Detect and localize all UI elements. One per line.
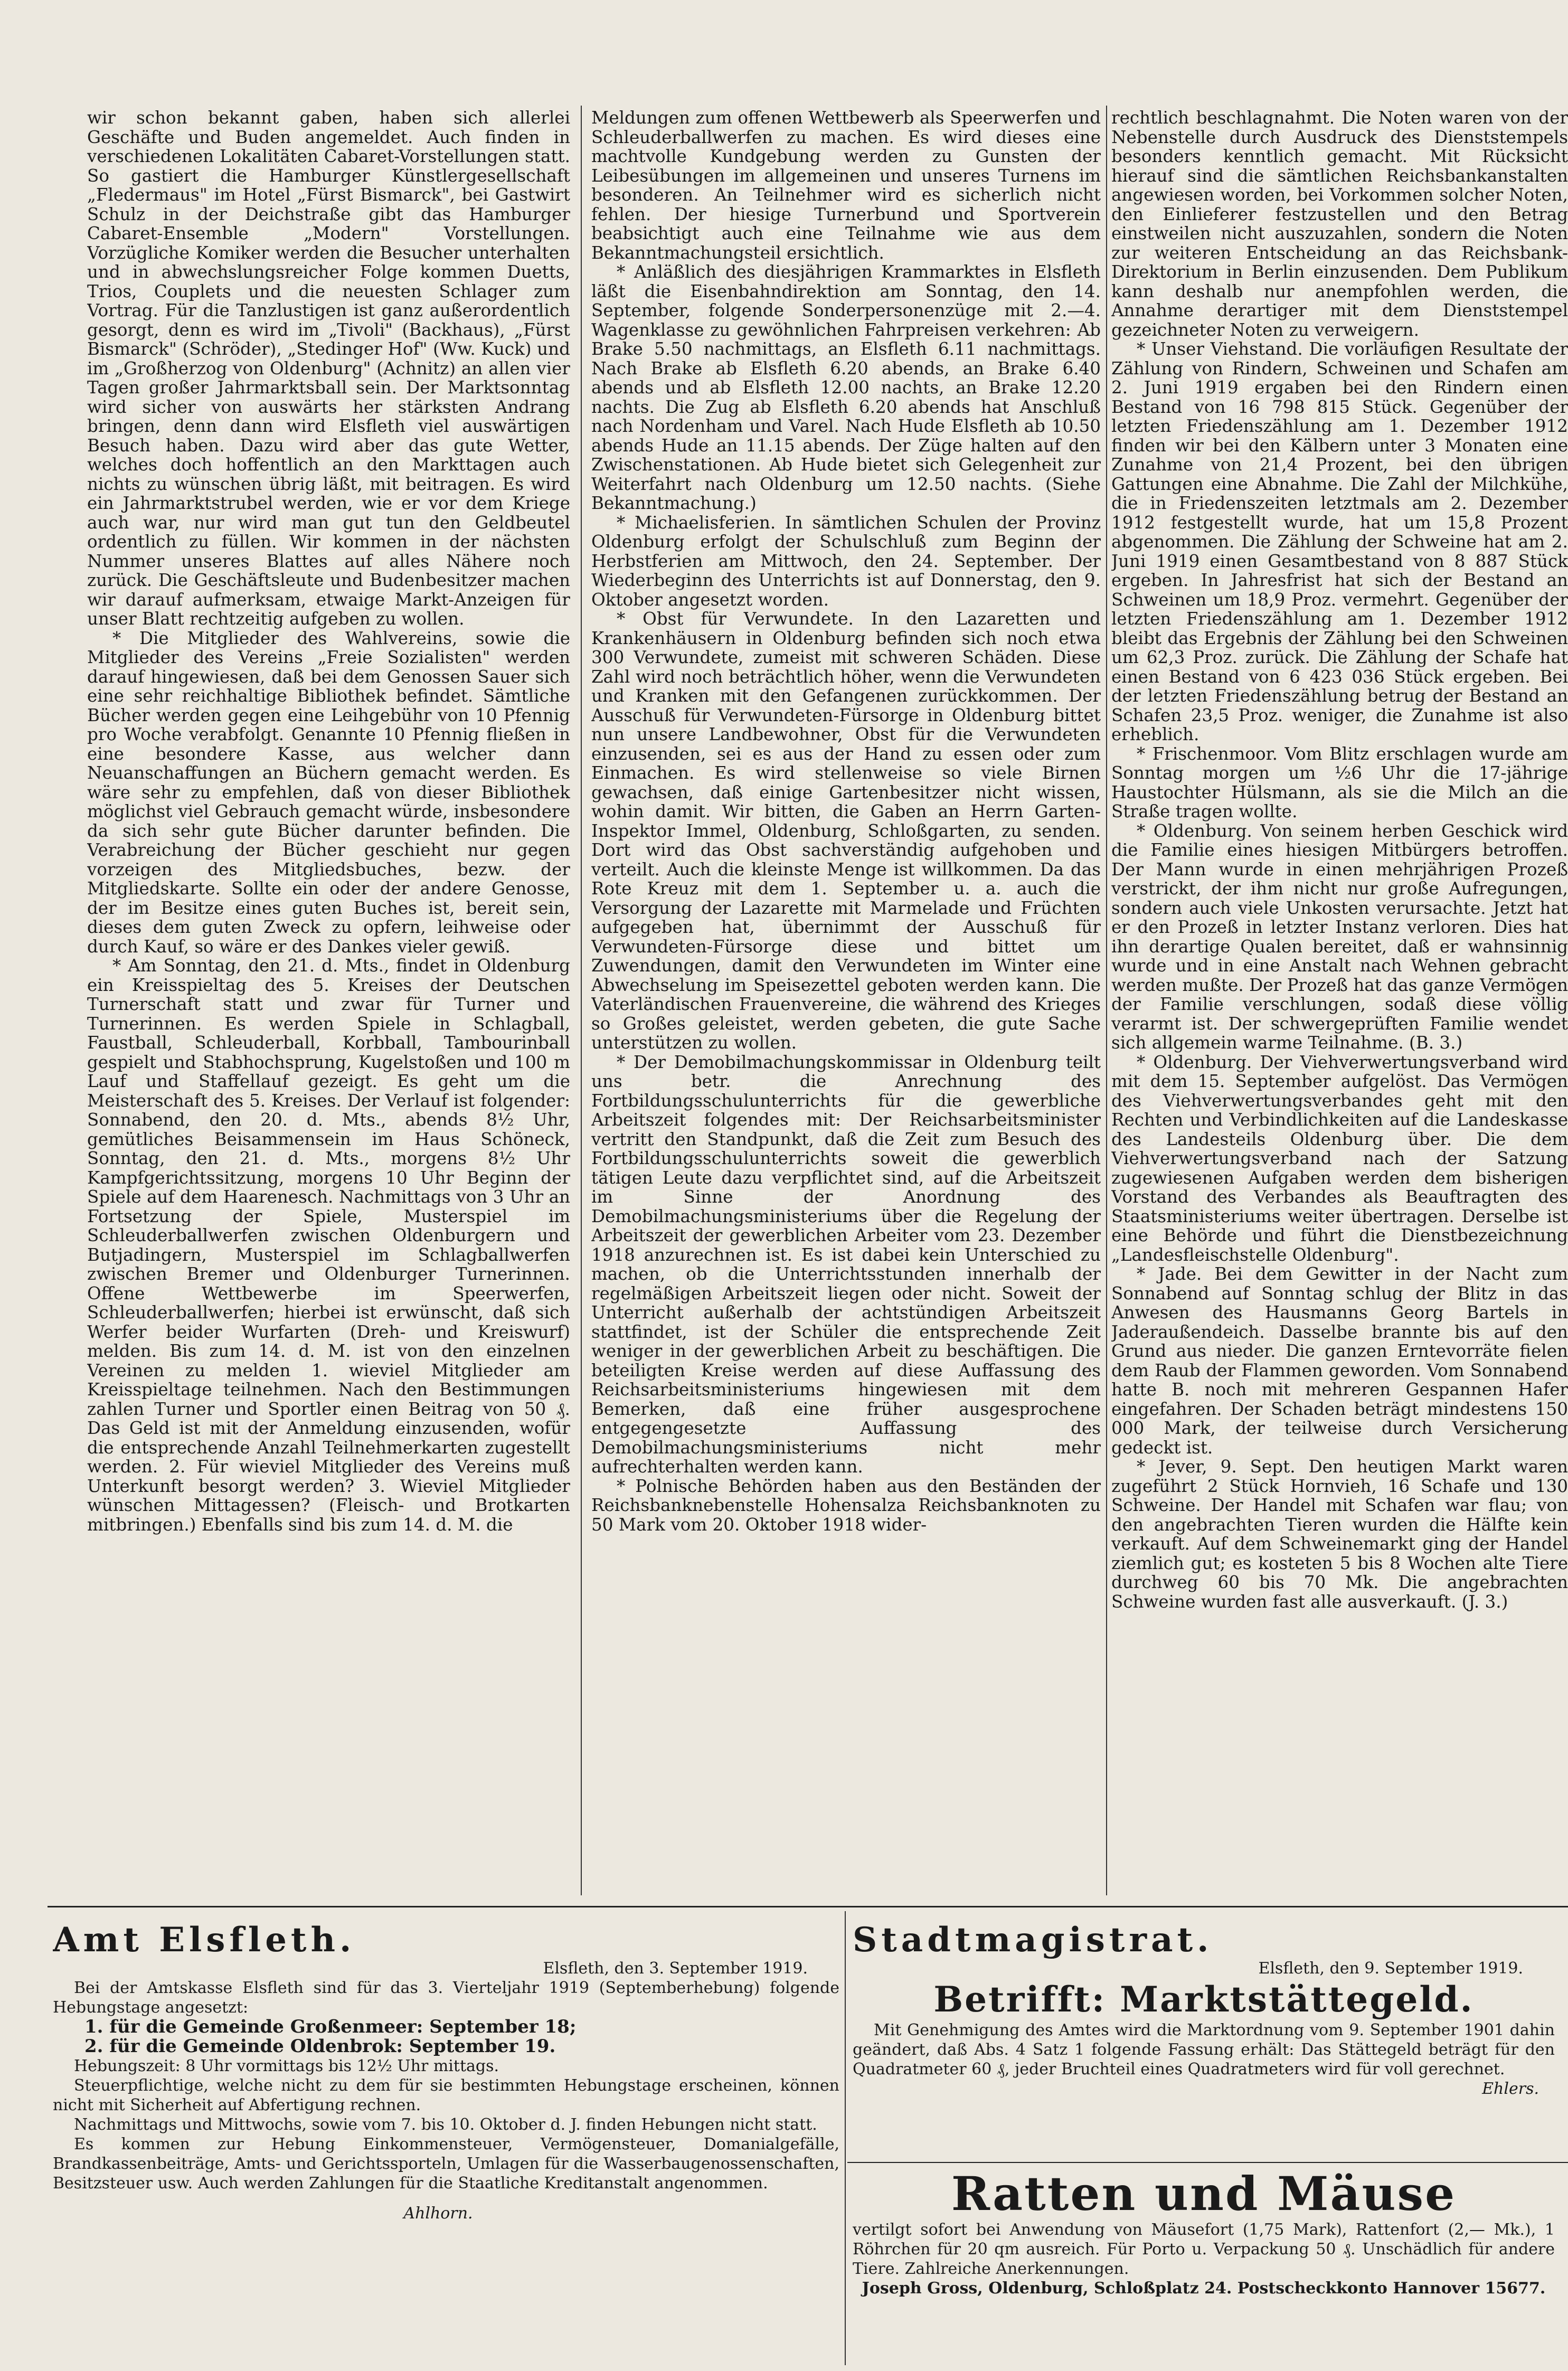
section-rule <box>48 1906 1568 1907</box>
article-oldenburg-viehverwertung: * Oldenburg. Der Viehverwertungsverband wird mit dem 15. September aufgelöst. Das Vermögen des Viehverwertungsverbandes geht mit den Rechten und Verbindlichkeiten auf die Landeskasse des Landesteils Oldenburg über. Die dem Viehverwertungsverband nach der Satzung zugewiesenen Aufgaben werden dem bisherigen Vorstand des Verbandes als Beauftragten des Staatsministeriums weiter übertragen. Derselbe ist eine Behörde und führt die Dienstbezeichnung „Landesfleischstelle Oldenburg". <box>1111 1052 1568 1265</box>
article-polnische-behoerden: * Polnische Behörden haben aus den Beständen der Reichsbanknebenstelle Hohensalza Reichsbanknoten zu 50 Mark vom 20. Oktober 1918 wider- <box>591 1476 1101 1535</box>
amt-item-oldenbrok: 2. für die Gemeinde Oldenbrok: September 19. <box>84 2036 556 2057</box>
article-oldenburg-prozess: * Oldenburg. Von seinem herben Geschick wird die Familie eines hiesigen Mitbürgers betroffen. Der Mann wurde in einen mehrjährigen Prozeß verstrickt, der ihm nicht nur große Aufregungen, sondern auch viele Unkosten verursachte. Jetzt hat er den Prozeß in letzter Instanz verloren. Dies hat ihn derartige Qualen bereitet, daß er wahnsinnig wurde und in eine Anstalt nach Wehnen gebracht werden mußte. Der Prozeß hat das ganze Vermögen der Familie verschlungen, sodaß diese völlig verarmt ist. Der schwergeprüften Familie wendet sich allgemein warme Teilnahme. (B. 3.) <box>1111 820 1568 1053</box>
article-michaelisferien: * Michaelisferien. In sämtlichen Schulen der Provinz Oldenburg erfolgt der Schulschluß zum Beginn der Herbstferien am Mittwoch, den 24. September. Der Wiederbeginn des Unterrichts ist auf Donnerstag, den 9. Oktober angesetzt worden. <box>591 512 1101 610</box>
ratten-headline: Ratten und Mäuse <box>951 2167 1457 2221</box>
ratten-sender: Joseph Gross, Oldenburg, Schloßplatz 24. Postscheckkonto Hannover 15677. <box>862 2279 1546 2298</box>
stadt-text: Mit Genehmigung des Amtes wird die Marktordnung vom 9. September 1901 dahin geändert, daß Abs. 4 Satz 1 folgende Fassung erhält: Das Stättegeld beträgt für den Quadratmeter 60 ₰, jeder Bruchteil eines Quadratmeters wird für voll gerechnet. <box>853 2021 1555 2079</box>
stadt-date: Elsfleth, den 9. September 1919. <box>1258 1959 1523 1978</box>
ratten-maeuse-ad <box>853 2167 1555 2363</box>
article-jahrmarkt: wir schon bekannt gaben, haben sich allerlei Geschäfte und Buden angemeldet. Auch finden in verschiedenen Lokalitäten Cabaret-Vorstellungen statt. So gastiert die Hamburger Künstlergesellschaft „Fledermaus" im Hotel „Fürst Bismarck", bei Gastwirt Schulz in der Deichstraße gibt das Hamburger Cabaret-Ensemble „Modern" Vorstellungen. Vorzügliche Komiker werden die Besucher unterhalten und in abwechslungsreicher Folge kommen Duetts, Trios, Couplets und die neuesten Schlager zum Vortrag. Für die Tanzlustigen ist ganz außerordentlich gesorgt, denn es wird im „Tivoli" (Backhaus), „Fürst Bismarck" (Schröder), „Stedinger Hof" (Ww. Kuck) und im „Großherzog von Oldenburg" (Achnitz) an allen vier Tagen großer Jahrmarktsball sein. Der Marktsonntag wird sicher von auswärts her stärksten Andrang bringen, denn dann wird Elsfleth viel auswärtigen Besuch haben. Dazu wird aber das gute Wetter, welches doch hoffentlich an den Markttagen auch nichts zu wünschen übrig läßt, mit beitragen. Es wird ein Jahrmarktstrubel werden, wie er vor dem Kriege auch war, nur wird man gut tun den Geldbeutel ordentlich zu füllen. Wir kommen in der nächsten Nummer unseres Blattes auf alles Nähere noch zurück. Die Geschäftsleute und Budenbesitzer machen wir darauf aufmerksam, etwaige Markt-Anzeigen für unser Blatt rechtzeitig aufgeben zu wollen. <box>87 108 570 629</box>
article-demobilmachung: * Der Demobilmachungskommissar in Oldenburg teilt uns betr. die Anrechnung des Fortbildungsschulunterrichts für die gewerbliche Arbeitszeit folgendes mit: Der Reichsarbeitsminister vertritt den Standpunkt, daß die Zeit zum Besuch des Fortbildungsschulunterrichts soweit die gewerblich tätigen Leute dazu verpflichtet sind, auf die Arbeitszeit im Sinne der Anordnung des Demobilmachungsministeriums über die Regelung der Arbeitszeit der gewerblichen Arbeiter vom 23. Dezember 1918 anzurechnen ist. Es ist dabei kein Unterschied zu machen, ob die Unterrichtsstunden innerhalb der regelmäßigen Arbeitszeit liegen oder nicht. Soweit der Unterricht außerhalb der achtstündigen Arbeitszeit stattfindet, ist der Schüler die entsprechende Zeit weniger in der gewerblichen Arbeit zu beschäftigen. Die beteiligten Kreise werden auf diese Auffassung des Reichsarbeitsministeriums hingewiesen mit dem Bemerken, daß eine früher ausgesprochene entgegengesetzte Auffassung des Demobilmachungsministeriums nicht mehr aufrechterhalten werden kann. <box>591 1052 1101 1477</box>
article-krammarkt: * Anläßlich des diesjährigen Krammarktes in Elsfleth läßt die Eisenbahndirektion am Sonntag, den 14. September, folgende Sonderpersonenzüge mit 2.—4. Wagenklasse zu gewöhnlichen Fahrpreisen verkehren: Ab Brake 5.50 nachmittags, an Elsfleth 6.11 nachmittags. Nach Brake ab Elsfleth 6.20 abends, an Brake 6.40 abends und ab Elsfleth 12.00 nachts, an Brake 12.20 nachts. Die Zug ab Elsfleth 6.20 abends hat Anschluß nach Nordenham und Varel. Nach Hude Elsfleth ab 10.50 abends Hude an 11.15 abends. Der Züge halten auf den Zwischenstationen. Ab Hude bietet sich Gelegenheit zur Weiterfahrt nach Oldenburg um 12.50 nachts. (Siehe Bekanntmachung.) <box>591 262 1101 513</box>
amt-date: Elsfleth, den 3. September 1919. <box>543 1959 808 1978</box>
article-obst-verwundete: * Obst für Verwundete. In den Lazaretten und Krankenhäusern in Oldenburg befinden sich noch etwa 300 Verwundete, zumeist mit schweren Schäden. Diese Zahl wird noch beträchtlich höher, wenn die Verwundeten und Kranken mit den Gefangenen zurückkommen. Der Ausschuß für Verwundeten-Fürsorge in Oldenburg bittet nun unsere Landbewohner, Obst für die Verwundeten einzusenden, sei es aus der Hand zu essen oder zum Einmachen. Es wird stellenweise so viele Birnen gewachsen, daß einige Gartenbesitzer nicht wissen, wohin damit. Wir bitten, die Gaben an Herrn Garten-Inspektor Immel, Oldenburg, Schloßgarten, zu senden. Dort wird das Obst sachverständig aufgehoben und verteilt. Auch die kleinste Menge ist willkommen. Da das Rote Kreuz mit dem 1. September u. a. auch die Versorgung der Lazarette mit Marmelade und Früchten aufgegeben hat, übernimmt der Ausschuß für Verwundeten-Fürsorge diese und bittet um Zuwendungen, damit den Verwundeten im Winter eine Abwechselung im Speisezettel geboten werden kann. Die Vaterländischen Frauenvereine, die während des Krieges so Großes geleistet, werden gebeten, die gute Sache unterstützen zu wollen. <box>591 609 1101 1053</box>
column-rule <box>581 106 582 1895</box>
article-viehstand: * Unser Viehstand. Die vorläufigen Resultate der Zählung von Rindern, Schweinen und Schafen am 2. Juni 1919 ergaben bei den Rindern einen Bestand von 16 798 815 Stück. Gegenüber der letzten Friedenszählung am 1. Dezember 1912 finden wir bei den Kälbern unter 3 Monaten eine Zunahme von 21,4 Prozent, bei den übrigen Gattungen eine Abnahme. Die Zahl der Milchkühe, die in Friedenszeiten letztmals am 2. Dezember 1912 festgestellt wurde, hat um 15,8 Prozent abgenommen. Die Zählung der Schweine hat am 2. Juni 1919 einen Gesamtbestand von 8 887 Stück ergeben. In Jahresfrist hat sich der Bestand an Schweinen um 18,9 Proz. vermehrt. Gegenüber der letzten Friedenszählung am 1. Dezember 1912 bleibt das Ergebnis der Zählung bei den Schweinen um 62,3 Proz. zurück. Die Zählung der Schafe hat einen Bestand von 6 423 036 Stück ergeben. Bei der letzten Friedenszählung betrug der Bestand an Schafen 23,5 Proz. weniger, die Zunahme ist also erheblich. <box>1111 339 1568 744</box>
stadt-headline: Betrifft: Marktstättegeld. <box>933 1979 1474 2020</box>
amt-intro: Bei der Amtskasse Elsfleth sind für das 3. Vierteljahr 1919 (Septemberhebung) folgende Hebungstage angesetzt: <box>53 1979 839 2017</box>
amt-item-grossenmeer: 1. für die Gemeinde Großenmeer: September 18; <box>84 2016 577 2037</box>
amt-elsfleth-notice <box>53 1922 839 2360</box>
article-jever: * Jever, 9. Sept. Den heutigen Markt waren zugeführt 2 Stück Hornvieh, 16 Schafe und 130 Schweine. Der Handel mit Schafen war flau; von den angebrachten Tieren wurden die Hälfte kein verkauft. Auf dem Schweinemarkt ging der Handel ziemlich gut; es kosteten 5 bis 8 Wochen alte Tiere durchweg 60 bis 70 Mk. Die angebrachten Schweine wurden fast alle ausverkauft. (J. 3.) <box>1111 1457 1568 1612</box>
stadt-title: Stadtmagistrat. <box>853 1922 1213 1960</box>
article-jade: * Jade. Bei dem Gewitter in der Nacht zum Sonnabend auf Sonntag schlug der Blitz in das Anwesen des Hausmanns Georg Bartels in Jaderaußendeich. Dasselbe brannte bis auf den Grund aus nieder. Die ganzen Erntevorräte fielen dem Raub der Flammen geworden. Vom Sonnabend hatte B. noch mit mehreren Gespannen Hafer eingefahren. Der Schaden beträgt mindestens 150 000 Mark, der teilweise durch Versicherung gedeckt ist. <box>1111 1264 1568 1458</box>
amt-title: Amt Elsfleth. <box>53 1922 356 1960</box>
article-kreisspieltag: * Am Sonntag, den 21. d. Mts., findet in Oldenburg ein Kreisspieltag des 5. Kreises der Deutschen Turnerschaft statt und zwar für Turner und Turnerinnen. Es werden Spiele in Schlagball, Faustball, Schleuderball, Korbball, Tambourinball gespielt und Stabhochsprung, Kugelstoßen und 100 m Lauf und Staffellauf gezeigt. Es geht um die Meisterschaft des 5. Kreises. Der Verlauf ist folgender: Sonnabend, den 20. d. Mts., abends 8½ Uhr, gemütliches Beisammensein im Haus Schöneck, Sonntag, den 21. d. Mts., morgens 8½ Uhr Kampfgerichtssitzung, morgens 10 Uhr Beginn der Spiele auf dem Haarenesch. Nachmittags von 3 Uhr an Fortsetzung der Spiele, Musterspiel im Schleuderballwerfen zwischen Oldenburgern und Butjadingern, Musterspiel im Schlagballwerfen zwischen Bremer und Oldenburger Turnerinnen. Offene Wettbewerbe im Speerwerfen, Schleuderballwerfen; hierbei ist erwünscht, daß sich Werfer beider Wurfarten (Dreh- und Kreiswurf) melden. Bis zum 14. d. M. ist von den einzelnen Vereinen zu melden 1. wieviel Mitglieder am Kreisspieltage teilnehmen. Nach den Bestimmungen zahlen Turner und Sportler einen Beitrag von 50 ₰. Das Geld ist mit der Anmeldung einzusenden, wofür die entsprechende Anzahl Teilnehmerkarten zugestellt werden. 2. Für wieviel Mitglieder des Vereins muß Unterkunft besorgt werden? 3. Wieviel Mitglieder wünschen Mittagessen? (Fleisch- und Brotkarten mitbringen.) Ebenfalls sind bis zum 14. d. M. die <box>87 956 570 1535</box>
article-wahlverein: * Die Mitglieder des Wahlvereins, sowie die Mitglieder des Vereins „Freie Sozialisten" werden darauf hingewiesen, daß bei dem Genossen Sauer sich eine sehr reichhaltige Bibliothek befindet. Sämtliche Bücher werden gegen eine Leihgebühr von 10 Pfennig pro Woche verabfolgt. Genannte 10 Pfennig fließen in eine besondere Kasse, aus welcher dann Neuanschaffungen an Büchern gemacht werden. Es wäre sehr zu empfehlen, daß von dieser Bibliothek möglichst viel Gebrauch gemacht würde, insbesondere da sich sehr gute Bücher darunter befinden. Die Verabreichung der Bücher geschieht nur gegen vorzeigen des Mitgliedsbuches, bezw. der Mitgliedskarte. Sollte ein oder der andere Genosse, der im Besitze eines guten Buches ist, bereit sein, dieses dem guten Zweck zu opfern, leihweise oder durch Kauf, so wäre er des Dankes vieler gewiß. <box>87 628 570 957</box>
article-frischenmoor: * Frischenmoor. Vom Blitz erschlagen wurde am Sonntag morgen um ½6 Uhr die 17-jährige Haustochter Hülsmann, als sie die Milch an die Straße tragen wollte. <box>1111 743 1568 821</box>
amt-paragraph-1: Steuerpflichtige, welche nicht zu dem für sie bestimmten Hebungstage erscheinen, können nicht mit Sicherheit auf Abfertigung rechnen. <box>53 2076 839 2114</box>
amt-paragraph-2: Nachmittags und Mittwochs, sowie vom 7. bis 10. Oktober d. J. finden Hebungen nicht statt. <box>74 2115 817 2134</box>
article-column-2 <box>591 108 1101 1893</box>
article-reichsbank: rechtlich beschlagnahmt. Die Noten waren von der Nebenstelle durch Ausdruck des Dienststempels besonders kenntlich gemacht. Mit Rücksicht hierauf sind die sämtlichen Reichsbankanstalten angewiesen worden, bei Vorkommen solcher Noten, den Einlieferer festzustellen und den Betrag einstweilen nicht auszuzahlen, sondern die Noten zur weiteren Entscheidung an das Reichsbank-Direktorium in Berlin einzusenden. Dem Publikum kann deshalb nur anempfohlen werden, die Annahme derartiger mit dem Dienststempel gezeichneter Noten zu verweigern. <box>1111 108 1568 340</box>
column-rule <box>845 1911 846 2365</box>
ratten-text: vertilgt sofort bei Anwendung von Mäusefort (1,75 Mark), Rattenfort (2,— Mk.), 1 Röhrchen für 20 qm ausreich. Für Porto u. Verpackung 50 ₰. Unschädlich für andere Tiere. Zahlreiche Anerkennungen. <box>853 2221 1555 2278</box>
article-meldungen: Meldungen zum offenen Wettbewerb als Speerwerfen und Schleuderballwerfen zu machen. Es wird dieses eine machtvolle Kundgebung werden zu Gunsten der Leibesübungen im allgemeinen und unseres Turnens im besonderen. An Teilnehmer wird es sicherlich nicht fehlen. Der hiesige Turnerbund und Sportverein beabsichtigt auch eine Teilnahme wie aus dem Bekanntmachungsteil ersichtlich. <box>591 108 1101 263</box>
section-rule <box>847 2162 1568 2163</box>
article-column-3 <box>1111 108 1568 1893</box>
article-column-1 <box>87 108 570 1893</box>
amt-hours: Hebungszeit: 8 Uhr vormittags bis 12½ Uhr mittags. <box>74 2057 499 2075</box>
column-rule <box>1106 106 1107 1895</box>
amt-signature: Ahlhorn. <box>403 2204 473 2223</box>
stadt-signature: Ehlers. <box>1482 2080 1539 2098</box>
amt-paragraph-3: Es kommen zur Hebung Einkommensteuer, Vermögensteuer, Domanialgefälle, Brandkassenbeiträge, Amts- und Gerichtssporteln, Umlagen für die Wasserbaugenossenschaften, Besitzsteuer usw. Auch werden Zahlungen für die Staatliche Kreditanstalt angenommen. <box>53 2135 839 2193</box>
stadtmagistrat-notice <box>853 1922 1555 2159</box>
